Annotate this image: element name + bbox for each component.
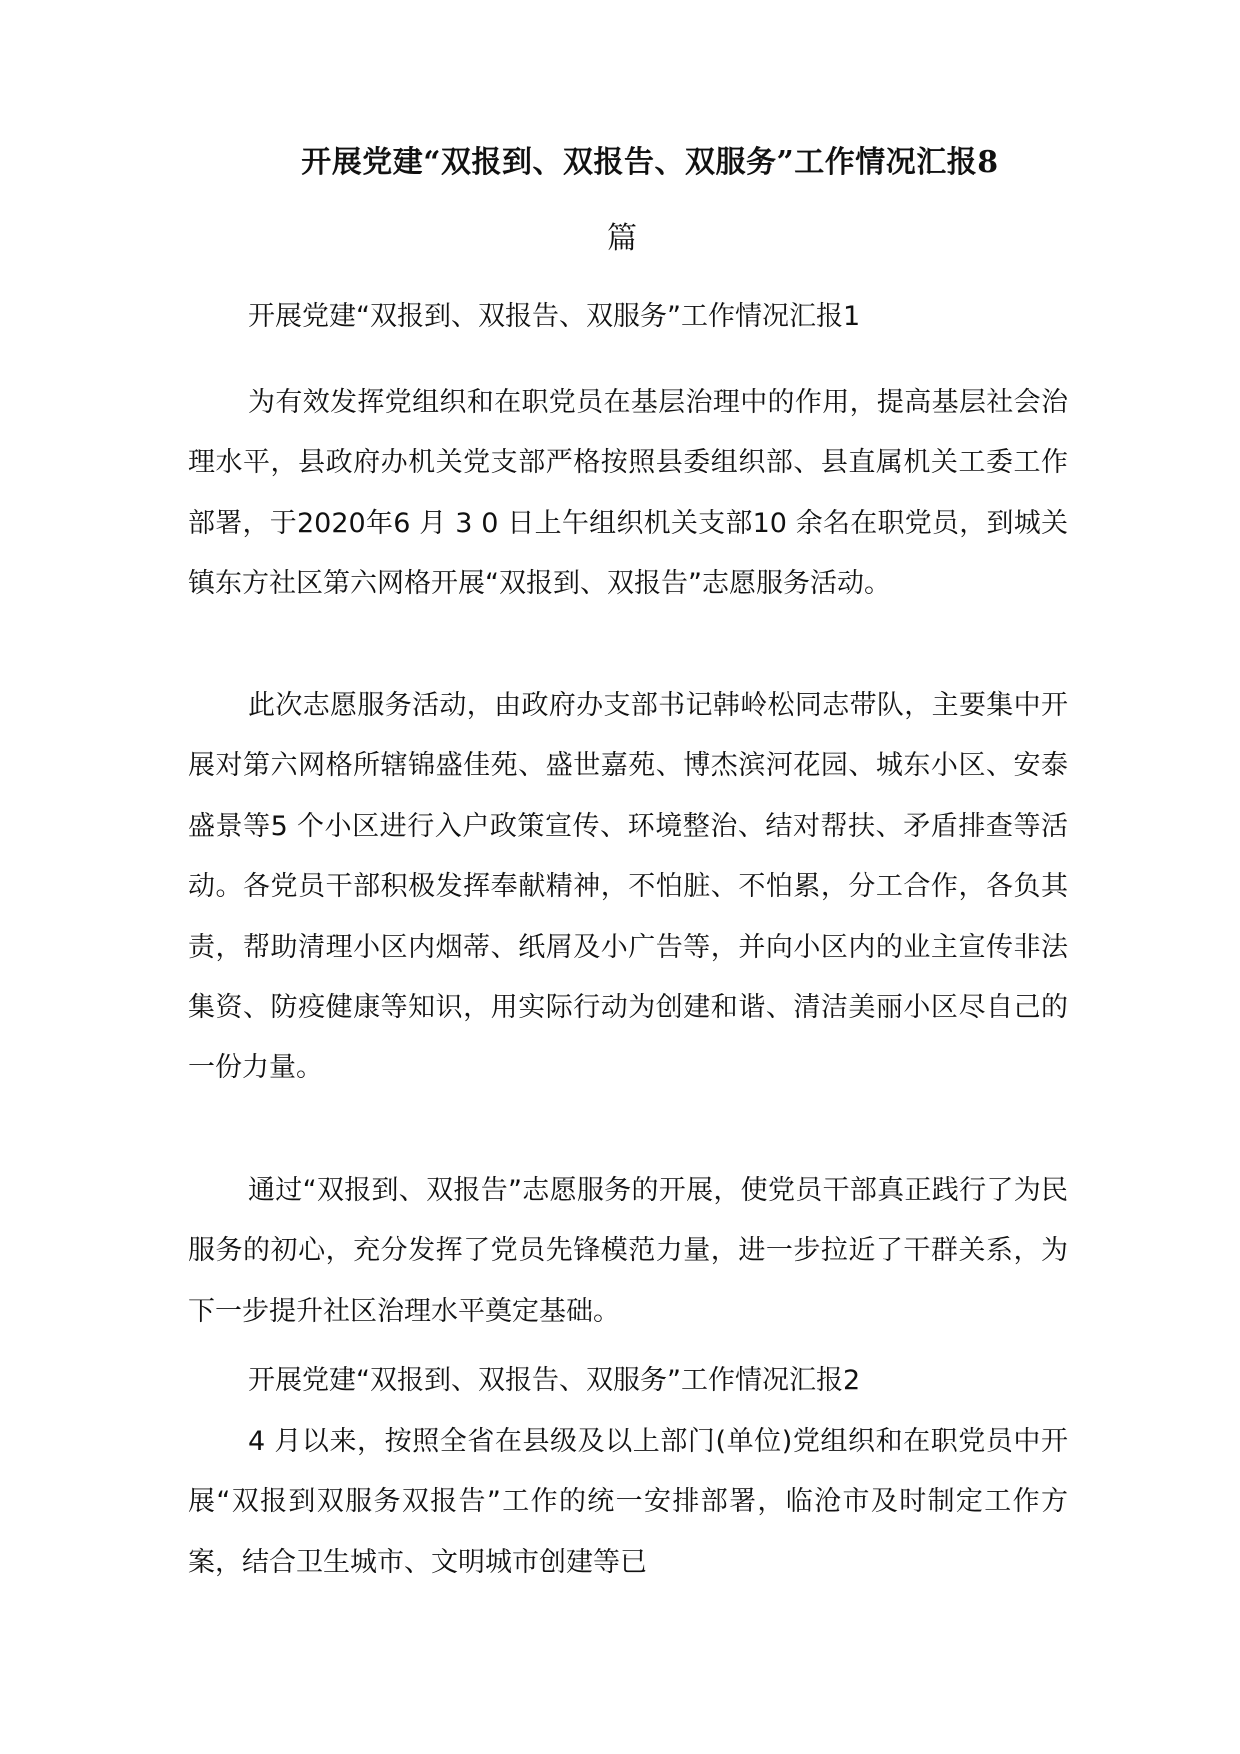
- section-heading-2: 开展党建“双报到、双报告、双服务”工作情况汇报2: [248, 1365, 861, 1396]
- document-title-continuation: 篇: [607, 221, 637, 256]
- body-paragraph: 4 月以来，按照全省在县级及以上部门(单位)党组织和在职党员中开展“双报到双服务双报告”工作的统一安排部署，临沧市及时制定工作方案，结合卫生城市、文明城市创建等已: [188, 1426, 1068, 1578]
- body-paragraph: 通过“双报到、双报告”志愿服务的开展，使党员干部真正践行了为民服务的初心，充分发挥了党员先锋模范力量，进一步拉近了干群关系，为下一步提升社区治理水平奠定基础。: [188, 1175, 1068, 1327]
- section-heading-1: 开展党建“双报到、双报告、双服务”工作情况汇报1: [248, 301, 861, 332]
- document-title: 开展党建“双报到、双报告、双服务”工作情况汇报8: [301, 145, 999, 180]
- body-paragraph: 此次志愿服务活动，由政府办支部书记韩岭松同志带队，主要集中开展对第六网格所辖锦盛佳苑、盛世嘉苑、博杰滨河花园、城东小区、安泰盛景等5 个小区进行入户政策宣传、环境整治、结对帮扶、矛盾排查等活动。各党员干部积极发挥奉献精神，不怕脏、不怕累，分工合作，各负其责，帮助清理小区内烟蒂、纸屑及小广告等，并向小区内的业主宣传非法集资、防疫健康等知识，用实际行动为创建和谐、清洁美丽小区尽自己的一份力量。: [188, 690, 1068, 1084]
- body-paragraph: 为有效发挥党组织和在职党员在基层治理中的作用，提高基层社会治理水平，县政府办机关党支部严格按照县委组织部、县直属机关工委工作部署，于2020年6 月 3 0 日上午组织机关支部10 余名在职党员，到城关镇东方社区第六网格开展“双报到、双报告”志愿服务活动。: [188, 387, 1068, 600]
